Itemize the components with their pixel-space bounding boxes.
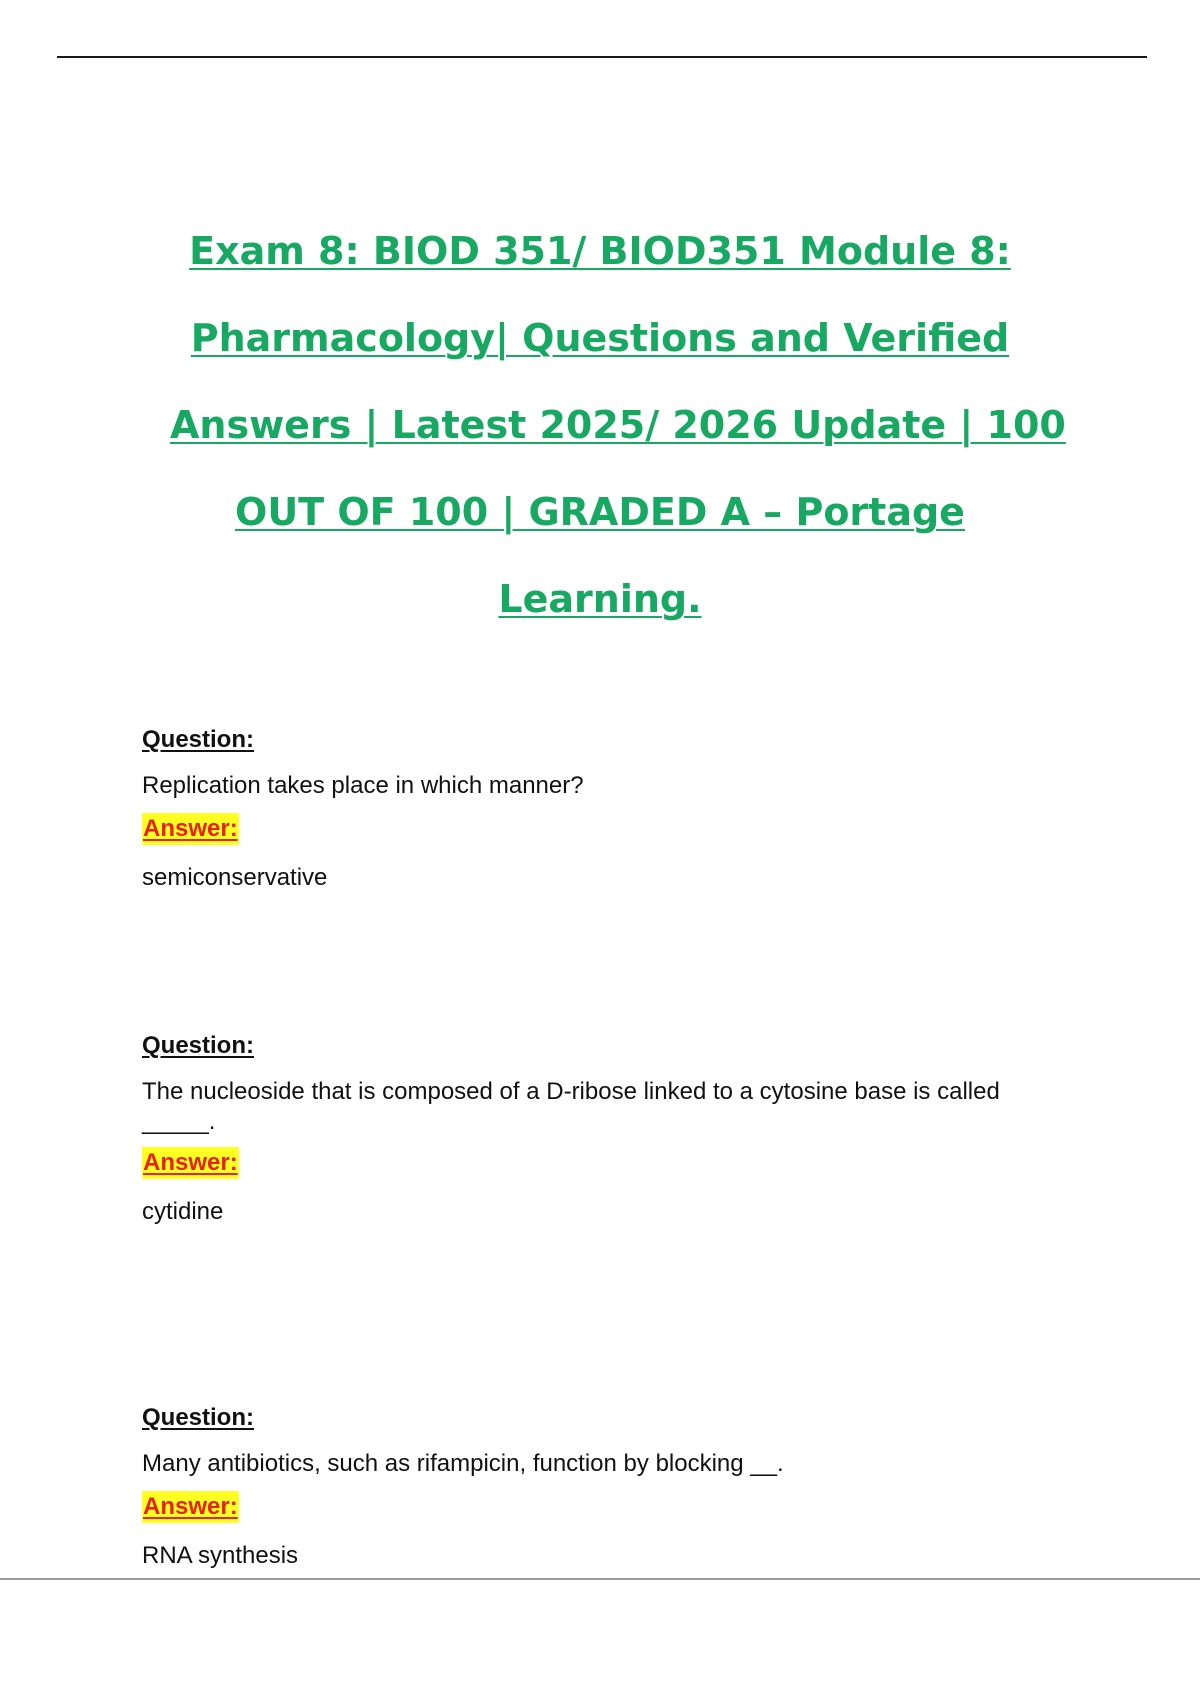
title-line: OUT OF 100 | GRADED A – Portage — [235, 490, 965, 534]
question-label: Question: — [142, 726, 254, 753]
page-break-rule — [0, 1578, 1200, 1580]
title-line: Pharmacology| Questions and Verified — [190, 316, 1010, 360]
answer-label: Answer: — [142, 1491, 239, 1523]
answer-text: cytidine — [142, 1198, 224, 1225]
title-line: Exam 8: BIOD 351/ BIOD351 Module 8: — [189, 229, 1011, 273]
title-line: Learning. — [498, 577, 702, 621]
qa-block-2 — [142, 1031, 1062, 1227]
answer-text: semiconservative — [142, 864, 328, 891]
header-rule — [57, 56, 1147, 58]
question-text: The nucleoside that is composed of a D-ribose linked to a cytosine base is called — [142, 1078, 1000, 1105]
question-text: Many antibiotics, such as rifampicin, function by blocking __. — [142, 1450, 784, 1477]
question-text: Replication takes place in which manner? — [142, 772, 584, 799]
answer-label: Answer: — [142, 1147, 239, 1179]
answer-label: Answer: — [142, 813, 239, 845]
qa-block-3 — [142, 1403, 1062, 1571]
document-title — [170, 208, 1066, 643]
title-line: Answers | Latest 2025/ 2026 Update | 100 — [170, 403, 1066, 447]
question-label: Question: — [142, 1032, 254, 1059]
qa-block-1 — [142, 725, 1062, 893]
question-label: Question: — [142, 1404, 254, 1431]
answer-text: RNA synthesis — [142, 1542, 299, 1569]
answer-blank: _____. — [142, 1108, 216, 1135]
